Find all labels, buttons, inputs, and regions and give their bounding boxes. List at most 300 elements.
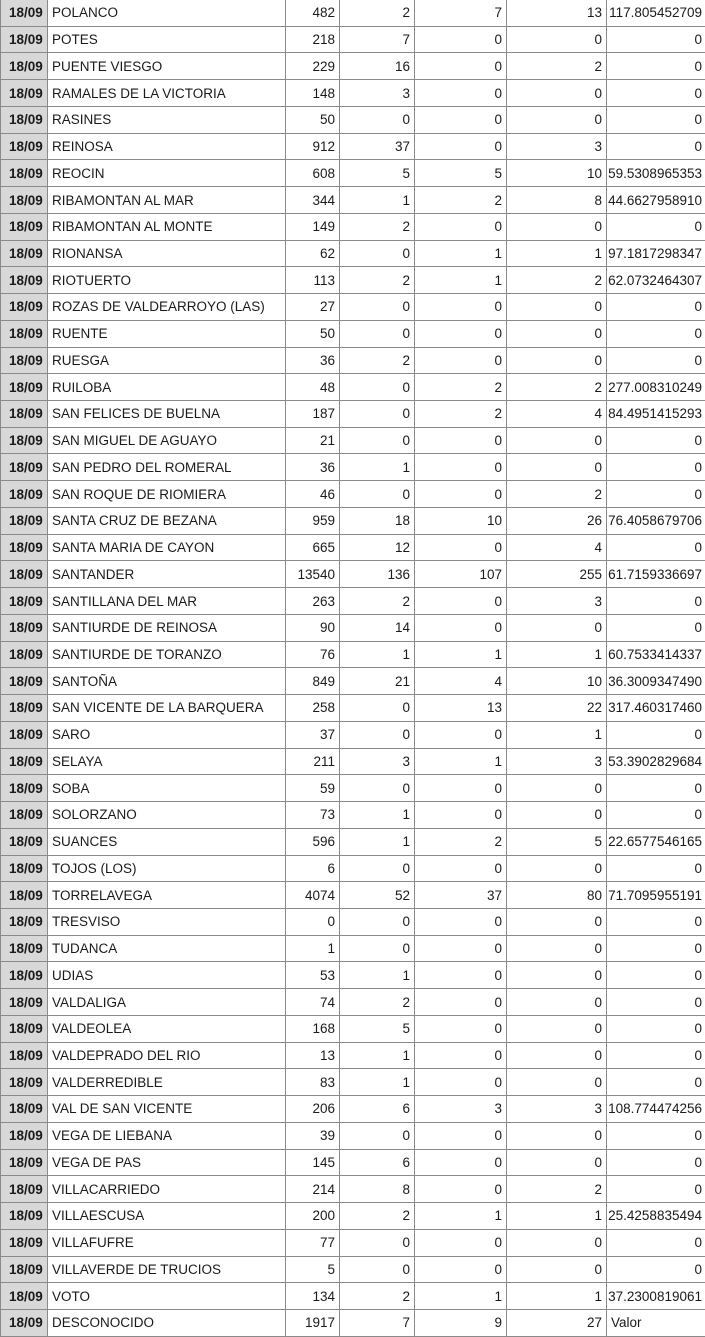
date-cell[interactable]: 18/09 xyxy=(0,588,48,615)
value-3-cell[interactable]: 0 xyxy=(415,1176,507,1203)
value-2-cell[interactable]: 1 xyxy=(340,1043,415,1070)
value-1-cell[interactable]: 74 xyxy=(286,989,340,1016)
value-1-cell[interactable]: 113 xyxy=(286,267,340,294)
value-2-cell[interactable]: 8 xyxy=(340,1176,415,1203)
value-3-cell[interactable]: 1 xyxy=(415,1203,507,1230)
value-3-cell[interactable]: 0 xyxy=(415,80,507,107)
value-2-cell[interactable]: 0 xyxy=(340,1230,415,1257)
date-cell[interactable]: 18/09 xyxy=(0,187,48,214)
value-2-cell[interactable]: 0 xyxy=(340,1123,415,1150)
municipality-cell[interactable]: RUENTE xyxy=(48,321,286,348)
value-3-cell[interactable]: 0 xyxy=(415,962,507,989)
value-1-cell[interactable]: 0 xyxy=(286,909,340,936)
value-2-cell[interactable]: 0 xyxy=(340,294,415,321)
municipality-cell[interactable]: RIBAMONTAN AL MAR xyxy=(48,187,286,214)
date-cell[interactable]: 18/09 xyxy=(0,53,48,80)
value-4-cell[interactable]: 0 xyxy=(507,107,607,134)
value-4-cell[interactable]: 0 xyxy=(507,615,607,642)
value-4-cell[interactable]: 5 xyxy=(507,829,607,856)
value-1-cell[interactable]: 83 xyxy=(286,1069,340,1096)
value-2-cell[interactable]: 1 xyxy=(340,1069,415,1096)
municipality-cell[interactable]: VILLAESCUSA xyxy=(48,1203,286,1230)
value-1-cell[interactable]: 13540 xyxy=(286,561,340,588)
value-2-cell[interactable]: 21 xyxy=(340,668,415,695)
value-4-cell[interactable]: 0 xyxy=(507,962,607,989)
value-2-cell[interactable]: 7 xyxy=(340,27,415,54)
municipality-cell[interactable]: SANTOÑA xyxy=(48,668,286,695)
value-1-cell[interactable]: 145 xyxy=(286,1150,340,1177)
value-3-cell[interactable]: 0 xyxy=(415,134,507,161)
value-1-cell[interactable]: 258 xyxy=(286,695,340,722)
value-1-cell[interactable]: 229 xyxy=(286,53,340,80)
value-4-cell[interactable]: 3 xyxy=(507,1096,607,1123)
value-2-cell[interactable]: 0 xyxy=(340,936,415,963)
municipality-cell[interactable]: SOBA xyxy=(48,775,286,802)
date-cell[interactable]: 18/09 xyxy=(0,160,48,187)
rate-cell[interactable]: 0 xyxy=(607,1016,705,1043)
municipality-cell[interactable]: VALDERREDIBLE xyxy=(48,1069,286,1096)
rate-cell[interactable]: 22.6577546165 xyxy=(607,829,705,856)
value-1-cell[interactable]: 5 xyxy=(286,1257,340,1284)
date-cell[interactable]: 18/09 xyxy=(0,1043,48,1070)
municipality-cell[interactable]: TORRELAVEGA xyxy=(48,882,286,909)
rate-cell[interactable]: 117.805452709 xyxy=(607,0,705,27)
value-4-cell[interactable]: 3 xyxy=(507,588,607,615)
rate-cell[interactable]: 71.7095955191 xyxy=(607,882,705,909)
date-cell[interactable]: 18/09 xyxy=(0,882,48,909)
rate-cell[interactable]: 0 xyxy=(607,294,705,321)
value-3-cell[interactable]: 0 xyxy=(415,856,507,883)
rate-cell[interactable]: 37.2300819061 xyxy=(607,1283,705,1310)
value-3-cell[interactable]: 9 xyxy=(415,1310,507,1337)
date-cell[interactable]: 18/09 xyxy=(0,267,48,294)
rate-cell[interactable]: 277.008310249 xyxy=(607,374,705,401)
municipality-cell[interactable]: POLANCO xyxy=(48,0,286,27)
value-1-cell[interactable]: 76 xyxy=(286,642,340,669)
value-4-cell[interactable]: 0 xyxy=(507,775,607,802)
municipality-cell[interactable]: SAN MIGUEL DE AGUAYO xyxy=(48,428,286,455)
rate-cell[interactable]: 0 xyxy=(607,722,705,749)
municipality-cell[interactable]: RIONANSA xyxy=(48,241,286,268)
value-3-cell[interactable]: 2 xyxy=(415,187,507,214)
value-3-cell[interactable]: 0 xyxy=(415,1150,507,1177)
municipality-cell[interactable]: VILLAFUFRE xyxy=(48,1230,286,1257)
value-3-cell[interactable]: 0 xyxy=(415,615,507,642)
date-cell[interactable]: 18/09 xyxy=(0,722,48,749)
value-1-cell[interactable]: 211 xyxy=(286,749,340,776)
value-1-cell[interactable]: 36 xyxy=(286,348,340,375)
municipality-cell[interactable]: POTES xyxy=(48,27,286,54)
value-2-cell[interactable]: 2 xyxy=(340,989,415,1016)
value-2-cell[interactable]: 5 xyxy=(340,160,415,187)
value-1-cell[interactable]: 608 xyxy=(286,160,340,187)
value-2-cell[interactable]: 1 xyxy=(340,829,415,856)
value-3-cell[interactable]: 0 xyxy=(415,802,507,829)
value-2-cell[interactable]: 5 xyxy=(340,1016,415,1043)
date-cell[interactable]: 18/09 xyxy=(0,1069,48,1096)
value-1-cell[interactable]: 6 xyxy=(286,856,340,883)
value-2-cell[interactable]: 0 xyxy=(340,428,415,455)
rate-cell[interactable]: 0 xyxy=(607,1150,705,1177)
municipality-cell[interactable]: SANTIURDE DE REINOSA xyxy=(48,615,286,642)
rate-cell[interactable]: 25.4258835494 xyxy=(607,1203,705,1230)
municipality-cell[interactable]: SOLORZANO xyxy=(48,802,286,829)
rate-cell[interactable]: 60.7533414337 xyxy=(607,642,705,669)
date-cell[interactable]: 18/09 xyxy=(0,1203,48,1230)
value-1-cell[interactable]: 1917 xyxy=(286,1310,340,1337)
rate-cell[interactable]: 62.0732464307 xyxy=(607,267,705,294)
rate-cell[interactable]: 0 xyxy=(607,481,705,508)
value-1-cell[interactable]: 21 xyxy=(286,428,340,455)
date-cell[interactable]: 18/09 xyxy=(0,0,48,27)
value-2-cell[interactable]: 52 xyxy=(340,882,415,909)
value-3-cell[interactable]: 13 xyxy=(415,695,507,722)
value-3-cell[interactable]: 37 xyxy=(415,882,507,909)
date-cell[interactable]: 18/09 xyxy=(0,856,48,883)
rate-cell[interactable]: 0 xyxy=(607,615,705,642)
rate-cell[interactable]: 0 xyxy=(607,535,705,562)
value-4-cell[interactable]: 2 xyxy=(507,374,607,401)
date-cell[interactable]: 18/09 xyxy=(0,374,48,401)
value-2-cell[interactable]: 0 xyxy=(340,1257,415,1284)
value-2-cell[interactable]: 0 xyxy=(340,107,415,134)
rate-cell[interactable]: 0 xyxy=(607,936,705,963)
value-3-cell[interactable]: 0 xyxy=(415,909,507,936)
value-4-cell[interactable]: 1 xyxy=(507,1283,607,1310)
value-4-cell[interactable]: 1 xyxy=(507,642,607,669)
value-2-cell[interactable]: 0 xyxy=(340,374,415,401)
municipality-cell[interactable]: TRESVISO xyxy=(48,909,286,936)
value-4-cell[interactable]: 0 xyxy=(507,936,607,963)
value-3-cell[interactable]: 1 xyxy=(415,749,507,776)
value-1-cell[interactable]: 596 xyxy=(286,829,340,856)
value-4-cell[interactable]: 80 xyxy=(507,882,607,909)
date-cell[interactable]: 18/09 xyxy=(0,1257,48,1284)
value-4-cell[interactable]: 0 xyxy=(507,454,607,481)
value-3-cell[interactable]: 0 xyxy=(415,481,507,508)
value-4-cell[interactable]: 0 xyxy=(507,1043,607,1070)
value-2-cell[interactable]: 2 xyxy=(340,1283,415,1310)
rate-cell[interactable]: 61.7159336697 xyxy=(607,561,705,588)
rate-cell[interactable]: 0 xyxy=(607,1069,705,1096)
value-1-cell[interactable]: 849 xyxy=(286,668,340,695)
value-3-cell[interactable]: 0 xyxy=(415,348,507,375)
value-1-cell[interactable]: 482 xyxy=(286,0,340,27)
date-cell[interactable]: 18/09 xyxy=(0,1123,48,1150)
value-4-cell[interactable]: 8 xyxy=(507,187,607,214)
date-cell[interactable]: 18/09 xyxy=(0,909,48,936)
value-1-cell[interactable]: 134 xyxy=(286,1283,340,1310)
value-3-cell[interactable]: 0 xyxy=(415,1230,507,1257)
municipality-cell[interactable]: VAL DE SAN VICENTE xyxy=(48,1096,286,1123)
rate-cell[interactable]: 59.5308965353 xyxy=(607,160,705,187)
municipality-cell[interactable]: SAN PEDRO DEL ROMERAL xyxy=(48,454,286,481)
value-2-cell[interactable]: 2 xyxy=(340,348,415,375)
value-2-cell[interactable]: 14 xyxy=(340,615,415,642)
value-3-cell[interactable]: 2 xyxy=(415,829,507,856)
value-4-cell[interactable]: 13 xyxy=(507,0,607,27)
date-cell[interactable]: 18/09 xyxy=(0,1176,48,1203)
municipality-cell[interactable]: SAN FELICES DE BUELNA xyxy=(48,401,286,428)
value-4-cell[interactable]: 27 xyxy=(507,1310,607,1337)
date-cell[interactable]: 18/09 xyxy=(0,321,48,348)
value-4-cell[interactable]: 255 xyxy=(507,561,607,588)
value-1-cell[interactable]: 1 xyxy=(286,936,340,963)
municipality-cell[interactable]: VILLAVERDE DE TRUCIOS xyxy=(48,1257,286,1284)
value-4-cell[interactable]: 1 xyxy=(507,722,607,749)
value-4-cell[interactable]: 1 xyxy=(507,1203,607,1230)
rate-cell[interactable]: 0 xyxy=(607,80,705,107)
value-1-cell[interactable]: 46 xyxy=(286,481,340,508)
value-3-cell[interactable]: 0 xyxy=(415,535,507,562)
municipality-cell[interactable]: RUILOBA xyxy=(48,374,286,401)
municipality-cell[interactable]: VILLACARRIEDO xyxy=(48,1176,286,1203)
value-4-cell[interactable]: 0 xyxy=(507,214,607,241)
municipality-cell[interactable]: VEGA DE LIEBANA xyxy=(48,1123,286,1150)
value-4-cell[interactable]: 0 xyxy=(507,802,607,829)
value-4-cell[interactable]: 2 xyxy=(507,1176,607,1203)
value-3-cell[interactable]: 0 xyxy=(415,775,507,802)
value-3-cell[interactable]: 2 xyxy=(415,401,507,428)
value-4-cell[interactable]: 0 xyxy=(507,321,607,348)
municipality-cell[interactable]: RAMALES DE LA VICTORIA xyxy=(48,80,286,107)
value-2-cell[interactable]: 0 xyxy=(340,856,415,883)
value-4-cell[interactable]: 0 xyxy=(507,1123,607,1150)
date-cell[interactable]: 18/09 xyxy=(0,962,48,989)
value-4-cell[interactable]: 0 xyxy=(507,428,607,455)
value-3-cell[interactable]: 0 xyxy=(415,936,507,963)
municipality-cell[interactable]: ROZAS DE VALDEARROYO (LAS) xyxy=(48,294,286,321)
rate-cell[interactable]: 0 xyxy=(607,1230,705,1257)
value-2-cell[interactable]: 2 xyxy=(340,214,415,241)
date-cell[interactable]: 18/09 xyxy=(0,1283,48,1310)
municipality-cell[interactable]: UDIAS xyxy=(48,962,286,989)
value-3-cell[interactable]: 10 xyxy=(415,508,507,535)
municipality-cell[interactable]: SUANCES xyxy=(48,829,286,856)
date-cell[interactable]: 18/09 xyxy=(0,802,48,829)
value-2-cell[interactable]: 37 xyxy=(340,134,415,161)
value-3-cell[interactable]: 3 xyxy=(415,1096,507,1123)
rate-cell[interactable]: 108.774474256 xyxy=(607,1096,705,1123)
rate-cell[interactable]: 0 xyxy=(607,1043,705,1070)
date-cell[interactable]: 18/09 xyxy=(0,481,48,508)
value-1-cell[interactable]: 50 xyxy=(286,321,340,348)
value-3-cell[interactable]: 0 xyxy=(415,321,507,348)
value-4-cell[interactable]: 0 xyxy=(507,909,607,936)
municipality-cell[interactable]: RASINES xyxy=(48,107,286,134)
value-3-cell[interactable]: 0 xyxy=(415,214,507,241)
value-2-cell[interactable]: 0 xyxy=(340,695,415,722)
municipality-cell[interactable]: RUESGA xyxy=(48,348,286,375)
value-4-cell[interactable]: 10 xyxy=(507,668,607,695)
municipality-cell[interactable]: SANTA CRUZ DE BEZANA xyxy=(48,508,286,535)
rate-cell[interactable]: 0 xyxy=(607,454,705,481)
date-cell[interactable]: 18/09 xyxy=(0,1310,48,1337)
rate-cell[interactable]: 0 xyxy=(607,962,705,989)
municipality-cell[interactable]: SANTIURDE DE TORANZO xyxy=(48,642,286,669)
value-1-cell[interactable]: 959 xyxy=(286,508,340,535)
rate-cell[interactable]: 84.4951415293 xyxy=(607,401,705,428)
value-2-cell[interactable]: 16 xyxy=(340,53,415,80)
value-3-cell[interactable]: 0 xyxy=(415,454,507,481)
date-cell[interactable]: 18/09 xyxy=(0,695,48,722)
date-cell[interactable]: 18/09 xyxy=(0,454,48,481)
date-cell[interactable]: 18/09 xyxy=(0,27,48,54)
value-3-cell[interactable]: 0 xyxy=(415,1257,507,1284)
municipality-cell[interactable]: REOCIN xyxy=(48,160,286,187)
value-3-cell[interactable]: 0 xyxy=(415,27,507,54)
value-1-cell[interactable]: 48 xyxy=(286,374,340,401)
value-2-cell[interactable]: 7 xyxy=(340,1310,415,1337)
municipality-cell[interactable]: SELAYA xyxy=(48,749,286,776)
value-2-cell[interactable]: 0 xyxy=(340,481,415,508)
date-cell[interactable]: 18/09 xyxy=(0,535,48,562)
value-4-cell[interactable]: 0 xyxy=(507,1230,607,1257)
municipality-cell[interactable]: SANTA MARIA DE CAYON xyxy=(48,535,286,562)
value-2-cell[interactable]: 1 xyxy=(340,962,415,989)
date-cell[interactable]: 18/09 xyxy=(0,348,48,375)
rate-cell[interactable]: 36.3009347490 xyxy=(607,668,705,695)
date-cell[interactable]: 18/09 xyxy=(0,508,48,535)
value-1-cell[interactable]: 62 xyxy=(286,241,340,268)
rate-cell[interactable]: 53.3902829684 xyxy=(607,749,705,776)
rate-cell[interactable]: 317.460317460 xyxy=(607,695,705,722)
value-2-cell[interactable]: 1 xyxy=(340,454,415,481)
value-2-cell[interactable]: 0 xyxy=(340,722,415,749)
date-cell[interactable]: 18/09 xyxy=(0,214,48,241)
value-2-cell[interactable]: 12 xyxy=(340,535,415,562)
rate-cell[interactable]: 0 xyxy=(607,107,705,134)
value-4-cell[interactable]: 1 xyxy=(507,241,607,268)
value-2-cell[interactable]: 0 xyxy=(340,241,415,268)
date-cell[interactable]: 18/09 xyxy=(0,134,48,161)
rate-cell[interactable]: 0 xyxy=(607,27,705,54)
value-1-cell[interactable]: 206 xyxy=(286,1096,340,1123)
date-cell[interactable]: 18/09 xyxy=(0,241,48,268)
municipality-cell[interactable]: TOJOS (LOS) xyxy=(48,856,286,883)
value-1-cell[interactable]: 27 xyxy=(286,294,340,321)
value-2-cell[interactable]: 0 xyxy=(340,909,415,936)
value-2-cell[interactable]: 1 xyxy=(340,802,415,829)
rate-cell[interactable]: 0 xyxy=(607,802,705,829)
value-4-cell[interactable]: 2 xyxy=(507,267,607,294)
value-4-cell[interactable]: 0 xyxy=(507,80,607,107)
value-3-cell[interactable]: 1 xyxy=(415,267,507,294)
value-1-cell[interactable]: 90 xyxy=(286,615,340,642)
municipality-cell[interactable]: SANTANDER xyxy=(48,561,286,588)
value-4-cell[interactable]: 2 xyxy=(507,53,607,80)
value-4-cell[interactable]: 0 xyxy=(507,1257,607,1284)
rate-cell[interactable]: 44.6627958910 xyxy=(607,187,705,214)
value-2-cell[interactable]: 2 xyxy=(340,588,415,615)
value-3-cell[interactable]: 1 xyxy=(415,642,507,669)
rate-cell[interactable]: 0 xyxy=(607,134,705,161)
value-1-cell[interactable]: 37 xyxy=(286,722,340,749)
rate-cell[interactable]: 0 xyxy=(607,989,705,1016)
value-3-cell[interactable]: 0 xyxy=(415,1069,507,1096)
rate-cell[interactable]: 76.4058679706 xyxy=(607,508,705,535)
value-4-cell[interactable]: 3 xyxy=(507,749,607,776)
value-1-cell[interactable]: 36 xyxy=(286,454,340,481)
value-3-cell[interactable]: 0 xyxy=(415,1043,507,1070)
value-4-cell[interactable]: 4 xyxy=(507,401,607,428)
value-3-cell[interactable]: 0 xyxy=(415,1123,507,1150)
value-4-cell[interactable]: 4 xyxy=(507,535,607,562)
value-3-cell[interactable]: 0 xyxy=(415,428,507,455)
value-2-cell[interactable]: 0 xyxy=(340,775,415,802)
municipality-cell[interactable]: SAN ROQUE DE RIOMIERA xyxy=(48,481,286,508)
value-2-cell[interactable]: 3 xyxy=(340,80,415,107)
municipality-cell[interactable]: SARO xyxy=(48,722,286,749)
value-2-cell[interactable]: 1 xyxy=(340,642,415,669)
value-2-cell[interactable]: 6 xyxy=(340,1096,415,1123)
date-cell[interactable]: 18/09 xyxy=(0,1016,48,1043)
value-1-cell[interactable]: 73 xyxy=(286,802,340,829)
value-2-cell[interactable]: 3 xyxy=(340,749,415,776)
value-1-cell[interactable]: 13 xyxy=(286,1043,340,1070)
value-4-cell[interactable]: 0 xyxy=(507,1016,607,1043)
value-4-cell[interactable]: 3 xyxy=(507,134,607,161)
value-4-cell[interactable]: 2 xyxy=(507,481,607,508)
municipality-cell[interactable]: RIOTUERTO xyxy=(48,267,286,294)
value-1-cell[interactable]: 665 xyxy=(286,535,340,562)
value-3-cell[interactable]: 0 xyxy=(415,53,507,80)
rate-cell[interactable]: 0 xyxy=(607,588,705,615)
value-3-cell[interactable]: 0 xyxy=(415,1016,507,1043)
rate-cell[interactable]: 0 xyxy=(607,775,705,802)
value-2-cell[interactable]: 2 xyxy=(340,1203,415,1230)
value-2-cell[interactable]: 1 xyxy=(340,187,415,214)
value-4-cell[interactable]: 0 xyxy=(507,348,607,375)
value-1-cell[interactable]: 214 xyxy=(286,1176,340,1203)
municipality-cell[interactable]: REINOSA xyxy=(48,134,286,161)
date-cell[interactable]: 18/09 xyxy=(0,561,48,588)
rate-cell[interactable]: 0 xyxy=(607,1176,705,1203)
date-cell[interactable]: 18/09 xyxy=(0,107,48,134)
value-3-cell[interactable]: 0 xyxy=(415,722,507,749)
municipality-cell[interactable]: VALDEPRADO DEL RIO xyxy=(48,1043,286,1070)
date-cell[interactable]: 18/09 xyxy=(0,615,48,642)
value-1-cell[interactable]: 148 xyxy=(286,80,340,107)
value-4-cell[interactable]: 0 xyxy=(507,1150,607,1177)
value-2-cell[interactable]: 2 xyxy=(340,267,415,294)
rate-cell[interactable]: 0 xyxy=(607,428,705,455)
value-3-cell[interactable]: 0 xyxy=(415,588,507,615)
value-2-cell[interactable]: 18 xyxy=(340,508,415,535)
value-2-cell[interactable]: 0 xyxy=(340,401,415,428)
rate-cell[interactable]: 97.1817298347 xyxy=(607,241,705,268)
rate-cell[interactable]: 0 xyxy=(607,348,705,375)
date-cell[interactable]: 18/09 xyxy=(0,775,48,802)
date-cell[interactable]: 18/09 xyxy=(0,642,48,669)
rate-cell[interactable]: 0 xyxy=(607,53,705,80)
value-1-cell[interactable]: 39 xyxy=(286,1123,340,1150)
value-1-cell[interactable]: 77 xyxy=(286,1230,340,1257)
value-4-cell[interactable]: 0 xyxy=(507,856,607,883)
municipality-cell[interactable]: VALDEOLEA xyxy=(48,1016,286,1043)
value-3-cell[interactable]: 0 xyxy=(415,294,507,321)
municipality-cell[interactable]: VOTO xyxy=(48,1283,286,1310)
value-1-cell[interactable]: 912 xyxy=(286,134,340,161)
date-cell[interactable]: 18/09 xyxy=(0,294,48,321)
value-4-cell[interactable]: 22 xyxy=(507,695,607,722)
value-4-cell[interactable]: 0 xyxy=(507,27,607,54)
value-4-cell[interactable]: 10 xyxy=(507,160,607,187)
value-3-cell[interactable]: 1 xyxy=(415,1283,507,1310)
value-1-cell[interactable]: 218 xyxy=(286,27,340,54)
rate-cell[interactable]: Valor xyxy=(607,1310,705,1337)
value-4-cell[interactable]: 0 xyxy=(507,1069,607,1096)
